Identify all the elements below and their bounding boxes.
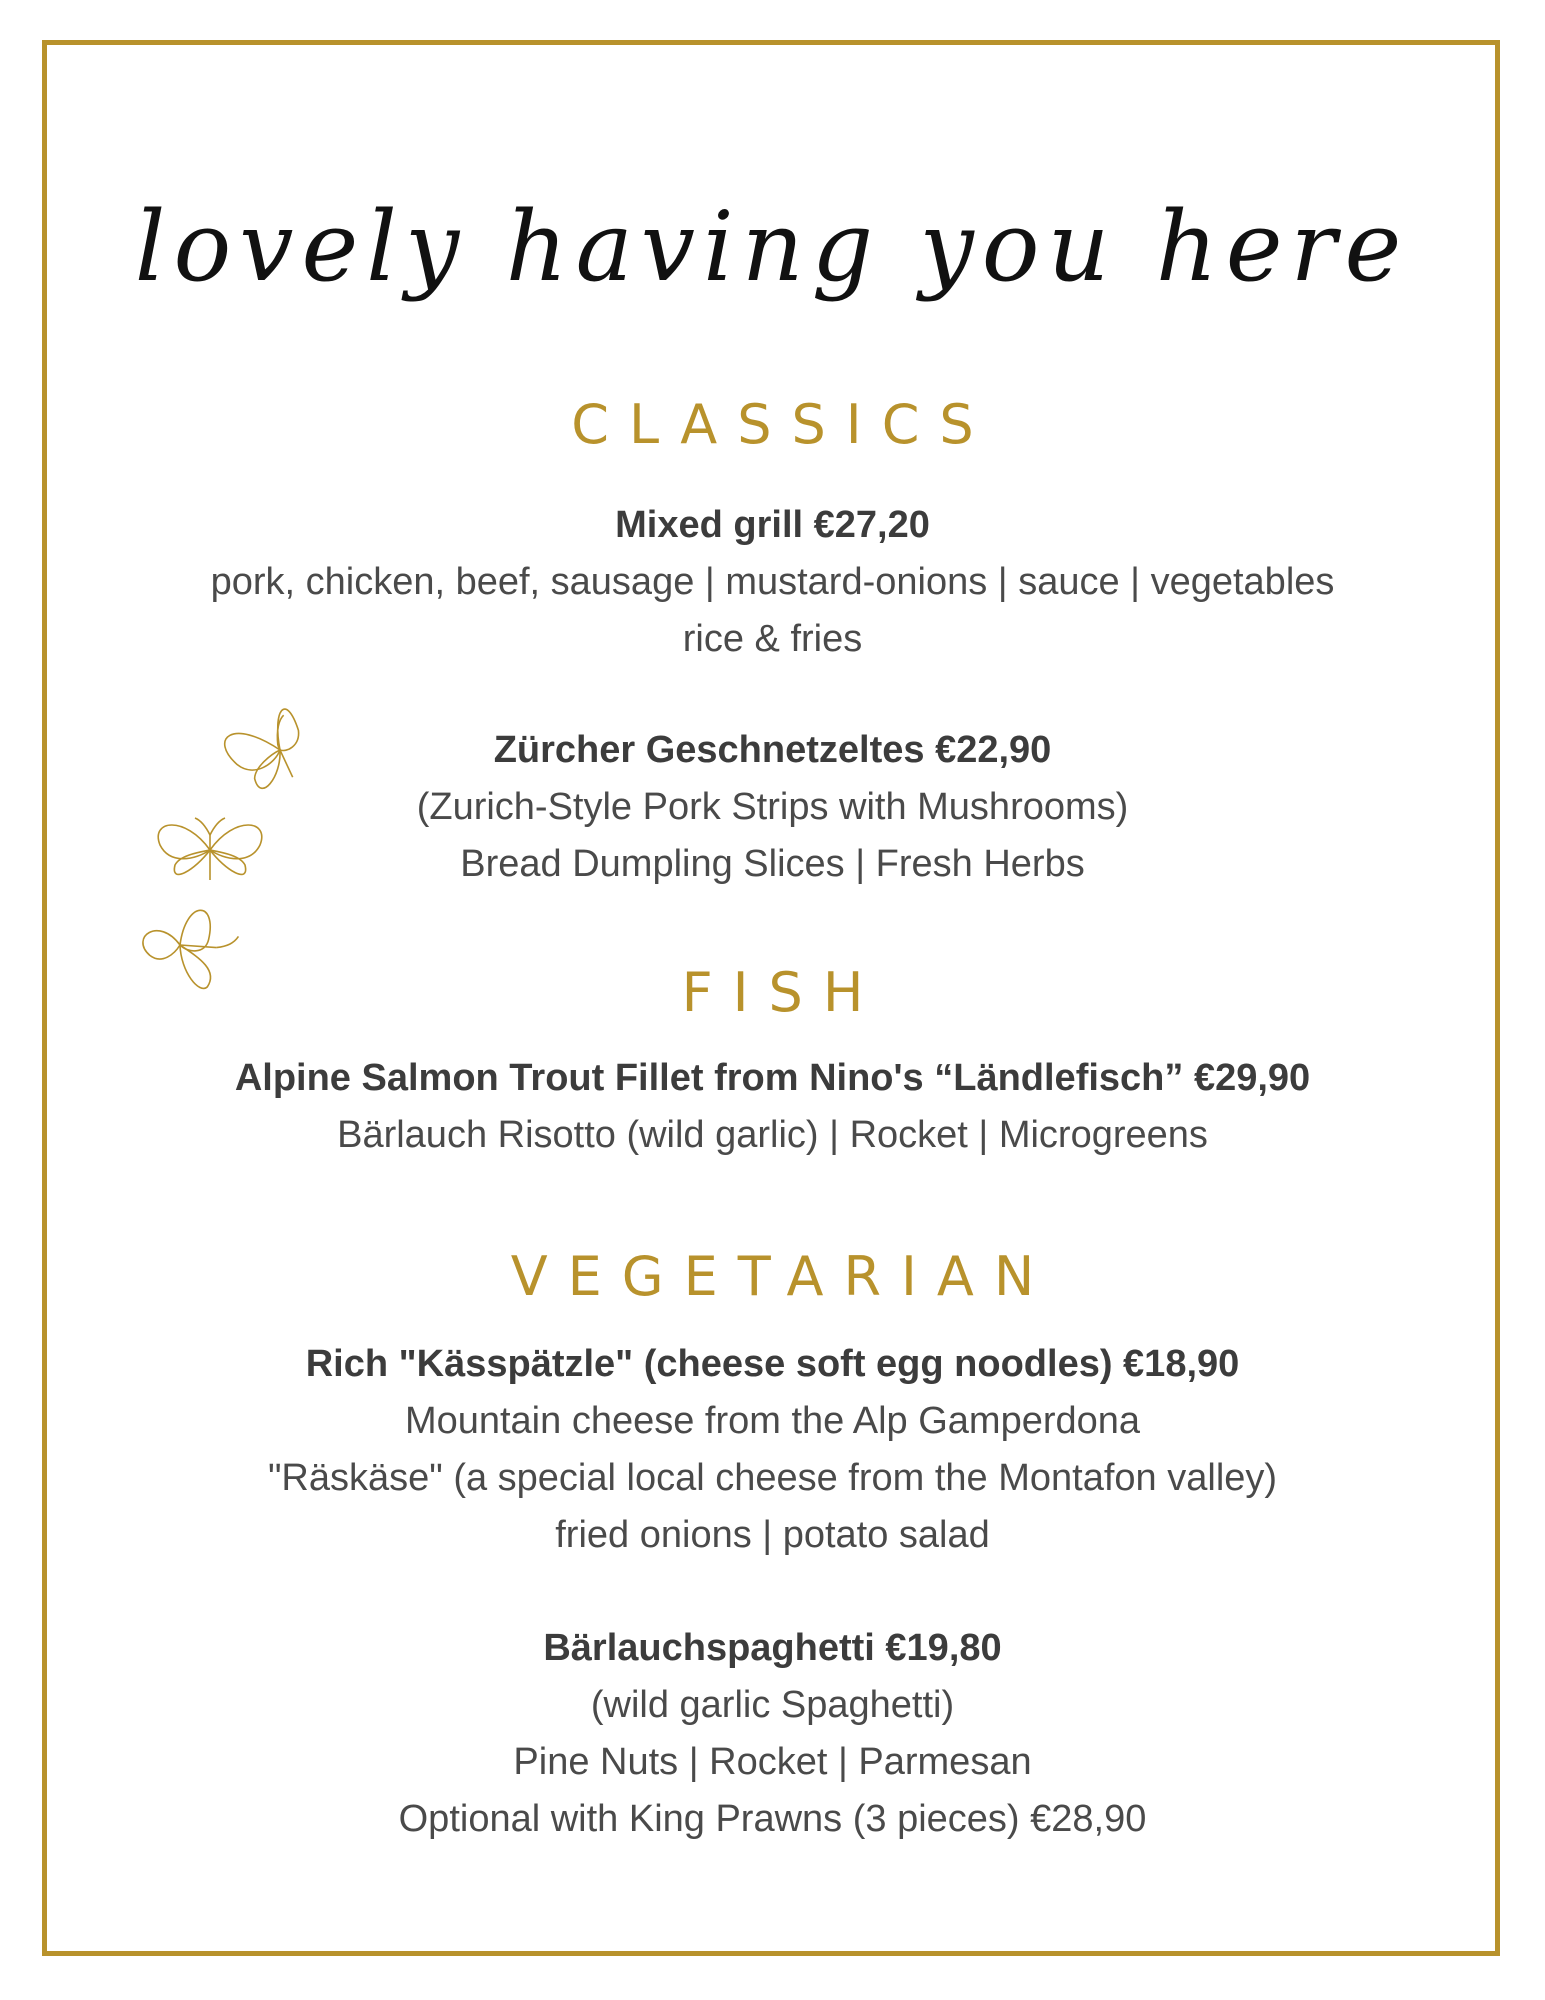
menu-item-name: Bärlauchspaghetti €19,80 xyxy=(543,1627,1002,1669)
menu-item-description: fried onions | potato salad xyxy=(555,1514,990,1556)
menu-item-description: Bread Dumpling Slices | Fresh Herbs xyxy=(460,843,1085,885)
menu-item-name: Alpine Salmon Trout Fillet from Nino's “Ländlefisch” €29,90 xyxy=(234,1057,1311,1099)
section-heading-classics: CLASSICS xyxy=(571,393,994,456)
menu-item-description: Bärlauch Risotto (wild garlic) | Rocket | Microgreens xyxy=(337,1114,1208,1156)
menu-item-kasspatzle xyxy=(0,1336,1545,1564)
menu-item-description: (Zurich-Style Pork Strips with Mushrooms) xyxy=(416,786,1129,828)
section-heading-vegetarian: VEGETARIAN xyxy=(510,1245,1055,1308)
script-title-text: lovely having you here xyxy=(134,191,1410,303)
menu-item-description: Pine Nuts | Rocket | Parmesan xyxy=(513,1741,1032,1783)
script-title xyxy=(0,170,1545,350)
menu-item-salmon-trout xyxy=(0,1050,1545,1164)
menu-item-description: (wild garlic Spaghetti) xyxy=(590,1684,955,1726)
menu-item-description: Optional with King Prawns (3 pieces) €28,90 xyxy=(398,1798,1147,1840)
section-heading-fish: FISH xyxy=(681,961,884,1024)
menu-item-description: pork, chicken, beef, sausage | mustard-onions | sauce | vegetables xyxy=(210,561,1335,603)
menu-item-mixed-grill xyxy=(0,497,1545,668)
menu-item-name: Mixed grill €27,20 xyxy=(615,504,930,546)
menu-item-description: rice & fries xyxy=(682,618,863,660)
menu-item-zurcher-geschnetzeltes xyxy=(0,722,1545,893)
menu-item-name: Zürcher Geschnetzeltes €22,90 xyxy=(493,729,1052,771)
menu-item-barlauchspaghetti xyxy=(0,1620,1545,1848)
menu-item-description: "Räskäse" (a special local cheese from the Montafon valley) xyxy=(267,1457,1278,1499)
menu-item-name: Rich "Kässpätzle" (cheese soft egg noodles) €18,90 xyxy=(305,1343,1240,1385)
menu-item-description: Mountain cheese from the Alp Gamperdona xyxy=(404,1400,1141,1442)
